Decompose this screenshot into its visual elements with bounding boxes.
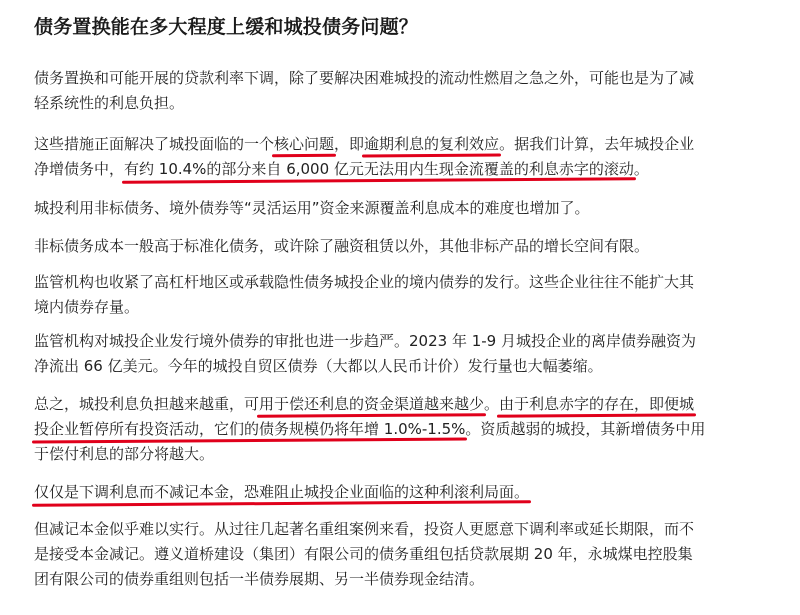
highlight-compound-interest: 逾期利息的复利效应 [364,135,500,153]
highlight-rolling-interest: 仅仅是下调利息而不减记本金，恐难阻止城投企业面临的这种利滚利局面。 [34,483,530,501]
highlight-debt-growth: 投企业暂停所有投资活动，它们的债务规模仍将年增 1.0%-1.5% [34,420,466,438]
text-segment: 总之，城投利息负担越来越重，可 [34,395,260,413]
paragraph-9 [34,517,786,592]
paragraph-line [34,132,786,157]
paragraph-line: 境内债券存量。 [34,298,140,316]
paragraph-2 [34,132,786,182]
paragraph-line [34,417,786,442]
article-title: 债务置换能在多大程度上缓和城投债务问题？ [34,16,419,38]
text-segment: 。资质越弱的城投，其新增债务中用 [465,420,706,438]
paragraph-line [34,480,786,505]
paragraph-1 [34,66,786,116]
paragraph-line [34,392,786,417]
paragraph-line: 债务置换和可能开展的贷款利率下调，除了要解决困难城投的流动性燃眉之急之外，可能也是为了减 [34,69,695,87]
text-segment: ，即 [334,135,365,153]
paragraph-line: 轻系统性的利息负担。 [34,94,185,112]
highlight-fewer-channels: 用于偿还利息的资金渠道越来越少 [259,395,485,413]
paragraph-line [34,157,786,182]
text-segment: 。 [633,160,649,178]
paragraph-line: 净流出 66 亿美元。今年的城投自贸区债券（大都以人民币计价）发行量也大幅萎缩。 [34,357,603,375]
paragraph-4 [34,234,786,259]
paragraph-line: 于偿付利息的部分将越大。 [34,445,215,463]
paragraph-line: 是接受本金减记。遵义道桥建设（集团）有限公司的债务重组包括贷款展期 20 年，永城煤电控股集 [34,545,693,563]
paragraph-line: 但减记本金似乎难以实行。从过往几起著名重组案例来看，投资人更愿意下调利率或延长期限，而不 [34,520,695,538]
highlight-core-issue: 核心问题 [274,135,335,153]
paragraph-line: 团有限公司的债券重组则包括一半债券展期、另一半债券现金结清。 [34,570,485,588]
text-segment: 。据我们计算，去年城投企业 [499,135,695,153]
paragraph-line: 城投利用非标债务、境外债券等“灵活运用”资金来源覆盖利息成本的难度也增加了。 [34,199,590,217]
paragraph-7 [34,392,786,467]
paragraph-line: 监管机构也收紧了高杠杆地区或承载隐性债务城投企业的境内债券的发行。这些企业往往不能扩大其 [34,273,695,291]
paragraph-3 [34,196,786,221]
paragraph-line: 非标债务成本一般高于标准化债务，或许除了融资租赁以外，其他非标产品的增长空间有限。 [34,237,650,255]
paragraph-5 [34,270,786,320]
highlight-interest-deficit: 有约 10.4%的部分来自 6,000 亿元无法用内生现金流覆盖的利息赤字的滚动 [124,160,634,178]
highlight-deficit-exists: 由于利息赤字的存在，即便城 [499,395,695,413]
text-segment: 净增债务中， [34,160,125,178]
text-segment: 。 [484,395,500,413]
text-segment: 这些措施正面解决了城投面临的一个 [34,135,275,153]
paragraph-8 [34,480,786,505]
paragraph-6 [34,329,786,379]
paragraph-line: 监管机构对城投企业发行境外债券的审批也进一步趋严。2023 年 1-9 月城投企业的离岸债券融资为 [34,332,696,350]
